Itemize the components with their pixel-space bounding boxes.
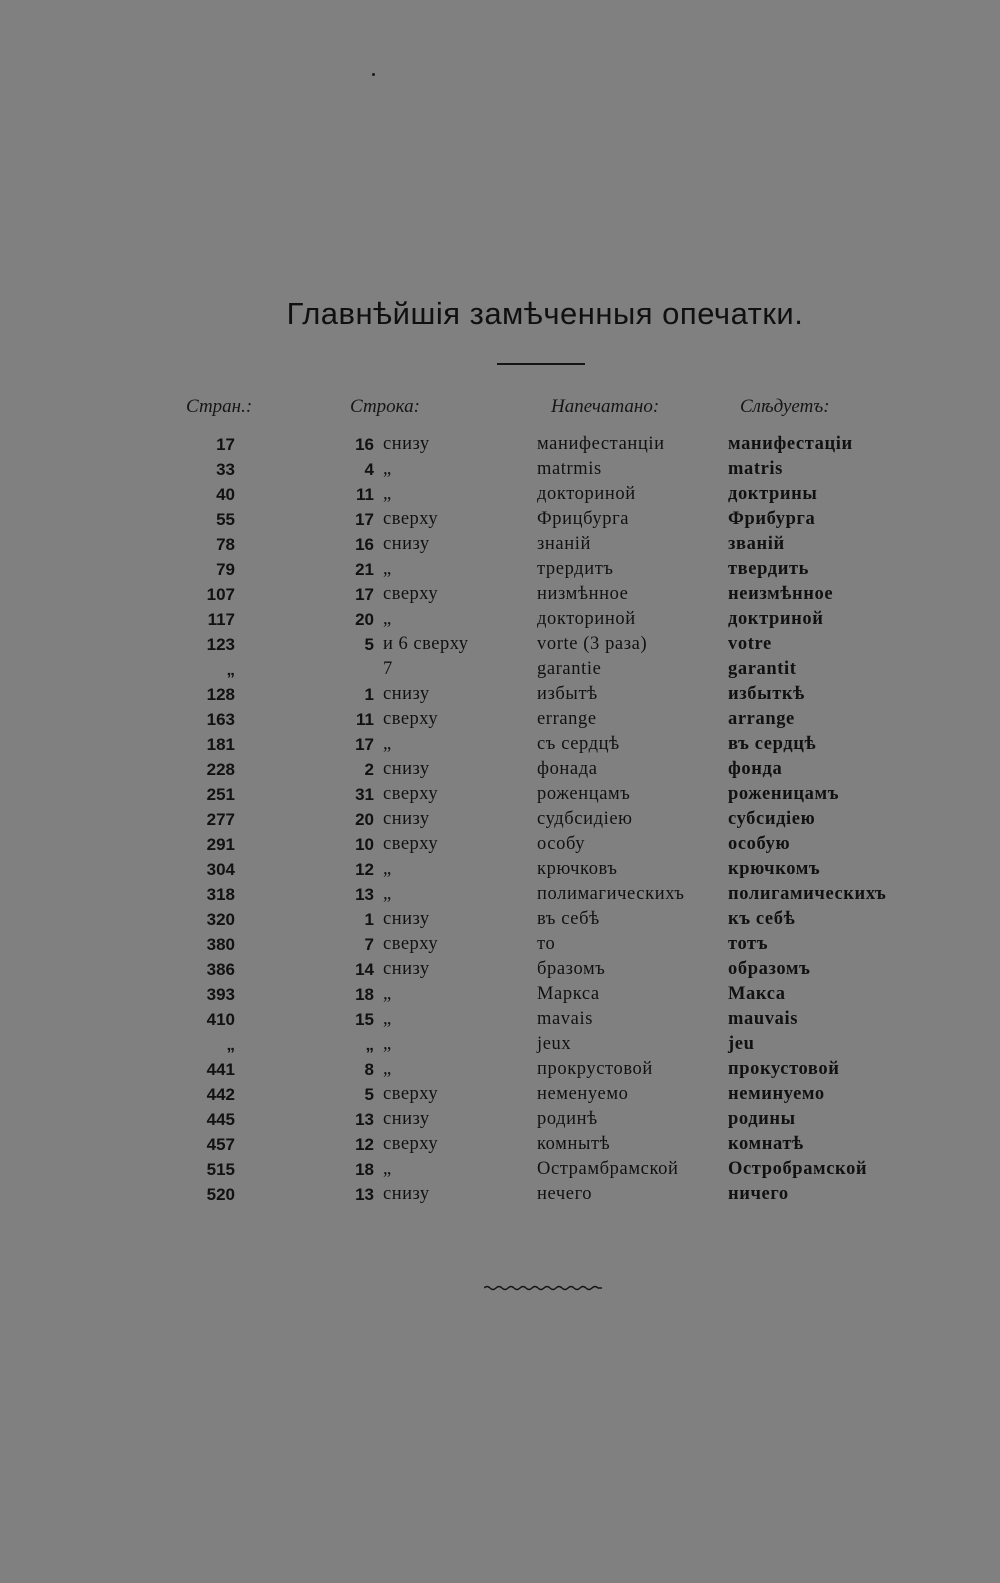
table-row	[0, 582, 1000, 607]
cell-line-number: 13	[355, 1185, 374, 1204]
table-row	[0, 882, 1000, 907]
cell-line-number: 16	[355, 535, 374, 554]
cell-line-position: сверху	[383, 934, 439, 954]
cell-should: особую	[728, 834, 791, 854]
table-row	[0, 682, 1000, 707]
cell-line-number: 20	[355, 610, 374, 629]
cell-line-number: 11	[356, 710, 374, 729]
cell-page: 251	[206, 785, 235, 804]
cell-page: 79	[216, 560, 235, 579]
table-row	[0, 532, 1000, 557]
cell-line-position: „	[383, 1059, 392, 1079]
cell-printed: Фрицбурга	[537, 509, 630, 529]
table-row	[0, 557, 1000, 582]
cell-printed: родинѣ	[537, 1109, 598, 1129]
title-rule	[497, 363, 585, 365]
cell-page: 128	[206, 685, 235, 704]
cell-should: фонда	[728, 759, 783, 779]
cell-printed: въ себѣ	[537, 909, 600, 929]
cell-printed: комнытѣ	[537, 1134, 611, 1154]
cell-printed: докториной	[537, 484, 636, 504]
cell-page: 457	[206, 1135, 235, 1154]
cell-line-position: сверху	[383, 784, 439, 804]
cell-line-position: сверху	[383, 509, 439, 529]
cell-line-position: снизу	[383, 909, 430, 929]
cell-page: „	[226, 1035, 235, 1054]
table-row	[0, 757, 1000, 782]
table-row	[0, 1182, 1000, 1207]
table-row	[0, 832, 1000, 857]
cell-line-number: 2	[364, 760, 374, 779]
table-header	[0, 396, 1000, 426]
cell-printed: особу	[537, 834, 586, 854]
cell-page: 277	[206, 810, 235, 829]
cell-line-position: сверху	[383, 709, 439, 729]
cell-page: 291	[206, 835, 235, 854]
cell-page: 228	[206, 760, 235, 779]
cell-line-position: „	[383, 459, 392, 479]
table-row	[0, 1107, 1000, 1132]
cell-page: 393	[206, 985, 235, 1004]
cell-printed: прокрустовой	[537, 1059, 653, 1079]
cell-printed: mavais	[537, 1009, 594, 1029]
cell-line-position: „	[383, 484, 392, 504]
table-row	[0, 632, 1000, 657]
table-row	[0, 1057, 1000, 1082]
cell-line-number: 12	[355, 1135, 374, 1154]
ink-speck	[372, 73, 375, 76]
cell-line-number: 5	[364, 1085, 374, 1104]
errata-table	[0, 396, 1000, 1207]
cell-line-position: сверху	[383, 834, 439, 854]
table-row	[0, 857, 1000, 882]
cell-page: 304	[206, 860, 235, 879]
cell-line-number: 15	[355, 1010, 374, 1029]
cell-page: 386	[206, 960, 235, 979]
table-row	[0, 1132, 1000, 1157]
cell-printed: съ сердцѣ	[537, 734, 620, 754]
cell-line-position: „	[383, 884, 392, 904]
closing-ornament	[484, 1284, 602, 1294]
cell-page: 33	[216, 460, 235, 479]
cell-line-number: 17	[355, 735, 374, 754]
cell-line-position: „	[383, 984, 392, 1004]
cell-page: 515	[206, 1160, 235, 1179]
cell-should: роженицамъ	[728, 784, 840, 804]
cell-page: 55	[216, 510, 235, 529]
cell-should: Макса	[728, 984, 786, 1004]
cell-should: доктриной	[728, 609, 824, 629]
cell-line-position: „	[383, 734, 392, 754]
cell-printed: полимагическихъ	[537, 884, 685, 904]
table-row	[0, 1007, 1000, 1032]
table-row	[0, 1082, 1000, 1107]
cell-line-position: 7	[383, 659, 393, 679]
cell-page: „	[226, 660, 235, 679]
cell-line-position: снизу	[383, 684, 430, 704]
cell-printed: низмѣнное	[537, 584, 629, 604]
cell-line-number: 8	[364, 1060, 374, 1079]
cell-page: 445	[206, 1110, 235, 1129]
cell-line-position: снизу	[383, 534, 430, 554]
cell-should: Фрибурга	[728, 509, 816, 529]
cell-page: 320	[206, 910, 235, 929]
cell-line-position: снизу	[383, 1109, 430, 1129]
table-row	[0, 1032, 1000, 1057]
cell-page: 123	[206, 635, 235, 654]
cell-should: избыткѣ	[728, 684, 805, 704]
cell-should: твердить	[728, 559, 810, 579]
cell-should: доктрины	[728, 484, 818, 504]
cell-line-position: снизу	[383, 434, 430, 454]
cell-line-position: сверху	[383, 1134, 439, 1154]
table-row	[0, 507, 1000, 532]
cell-printed: matrmis	[537, 459, 602, 479]
cell-page: 380	[206, 935, 235, 954]
cell-line-number: 7	[364, 935, 374, 954]
cell-page: 17	[216, 435, 235, 454]
cell-should: тотъ	[728, 934, 769, 954]
cell-should: ничего	[728, 1184, 789, 1204]
cell-printed: нечего	[537, 1184, 593, 1204]
cell-line-number: 1	[364, 685, 374, 704]
cell-should: прокустовой	[728, 1059, 840, 1079]
cell-should: votre	[728, 634, 772, 654]
cell-page: 40	[216, 485, 235, 504]
cell-line-position: сверху	[383, 584, 439, 604]
table-row	[0, 482, 1000, 507]
cell-printed: vorte (3 раза)	[537, 634, 648, 654]
cell-line-number: 18	[355, 985, 374, 1004]
cell-should: полигамическихъ	[728, 884, 887, 904]
cell-should: субсидіею	[728, 809, 816, 829]
cell-line-position: „	[383, 559, 392, 579]
cell-line-number: 18	[355, 1160, 374, 1179]
cell-should: Остробрамской	[728, 1159, 868, 1179]
cell-printed: фонада	[537, 759, 598, 779]
cell-line-number: 31	[355, 785, 374, 804]
cell-line-position: снизу	[383, 1184, 430, 1204]
cell-should: jeu	[728, 1034, 755, 1054]
header-should: Слѣдуетъ:	[740, 396, 830, 417]
cell-printed: garantie	[537, 659, 602, 679]
cell-line-number: 20	[355, 810, 374, 829]
cell-should: образомъ	[728, 959, 811, 979]
cell-should: манифестаціи	[728, 434, 853, 454]
cell-page: 163	[206, 710, 235, 729]
cell-printed: судбсидіею	[537, 809, 633, 829]
cell-printed: jeux	[537, 1034, 572, 1054]
cell-should: неизмѣнное	[728, 584, 834, 604]
cell-line-number: „	[365, 1035, 374, 1054]
header-printed: Напечатано:	[551, 396, 660, 417]
table-row	[0, 707, 1000, 732]
cell-should: matris	[728, 459, 783, 479]
cell-should: въ сердцѣ	[728, 734, 817, 754]
cell-line-number: 16	[355, 435, 374, 454]
cell-page: 78	[216, 535, 235, 554]
cell-line-number: 21	[355, 560, 374, 579]
cell-printed: докториной	[537, 609, 636, 629]
page-title: Главнѣйшія замѣченныя опечатки.	[286, 296, 804, 331]
cell-page: 117	[207, 610, 235, 629]
table-row	[0, 457, 1000, 482]
cell-should: garantit	[728, 659, 797, 679]
cell-line-number: 12	[355, 860, 374, 879]
cell-page: 520	[206, 1185, 235, 1204]
cell-line-position: „	[383, 859, 392, 879]
cell-line-number: 17	[355, 510, 374, 529]
cell-line-number: 14	[355, 960, 374, 979]
cell-printed: крючковъ	[537, 859, 618, 879]
cell-should: званій	[728, 534, 785, 554]
cell-line-position: и 6 сверху	[383, 634, 469, 654]
cell-printed: неменуемо	[537, 1084, 629, 1104]
cell-should: крючкомъ	[728, 859, 821, 879]
cell-line-number: 17	[355, 585, 374, 604]
table-rows	[0, 432, 1000, 1207]
table-row	[0, 782, 1000, 807]
cell-should: arrange	[728, 709, 795, 729]
cell-page: 181	[206, 735, 235, 754]
cell-printed: знаній	[537, 534, 591, 554]
cell-page: 318	[206, 885, 235, 904]
cell-line-position: „	[383, 1009, 392, 1029]
cell-should: родины	[728, 1109, 796, 1129]
header-page: Стран.:	[186, 396, 253, 417]
cell-printed: бразомъ	[537, 959, 606, 979]
cell-line-position: снизу	[383, 759, 430, 779]
table-row	[0, 657, 1000, 682]
cell-printed: избытѣ	[537, 684, 598, 704]
cell-line-number: 13	[355, 1110, 374, 1129]
cell-line-position: сверху	[383, 1084, 439, 1104]
cell-printed: Маркса	[537, 984, 600, 1004]
cell-printed: то	[537, 934, 556, 954]
cell-line-position: „	[383, 1034, 392, 1054]
cell-printed: errange	[537, 709, 597, 729]
table-row	[0, 907, 1000, 932]
cell-line-number: 5	[364, 635, 374, 654]
table-row	[0, 982, 1000, 1007]
table-row	[0, 607, 1000, 632]
cell-line-number: 1	[364, 910, 374, 929]
cell-printed: Острамбрамской	[537, 1159, 679, 1179]
cell-should: къ себѣ	[728, 909, 796, 929]
table-row	[0, 957, 1000, 982]
cell-printed: роженцамъ	[537, 784, 631, 804]
cell-page: 442	[206, 1085, 235, 1104]
cell-line-number: 10	[355, 835, 374, 854]
cell-line-position: снизу	[383, 809, 430, 829]
header-line: Строка:	[350, 396, 420, 417]
cell-printed: манифестанціи	[537, 434, 665, 454]
cell-page: 410	[206, 1010, 235, 1029]
cell-line-position: „	[383, 1159, 392, 1179]
table-row	[0, 807, 1000, 832]
cell-line-position: „	[383, 609, 392, 629]
table-row	[0, 1157, 1000, 1182]
cell-should: комнатѣ	[728, 1134, 804, 1154]
cell-line-number: 13	[355, 885, 374, 904]
cell-line-position: снизу	[383, 959, 430, 979]
table-row	[0, 432, 1000, 457]
table-row	[0, 932, 1000, 957]
cell-should: неминуемо	[728, 1084, 825, 1104]
table-row	[0, 732, 1000, 757]
cell-should: mauvais	[728, 1009, 798, 1029]
cell-page: 107	[206, 585, 235, 604]
cell-line-number: 11	[356, 485, 374, 504]
cell-line-number: 4	[364, 460, 374, 479]
cell-printed: трердитъ	[537, 559, 614, 579]
cell-page: 441	[206, 1060, 235, 1079]
